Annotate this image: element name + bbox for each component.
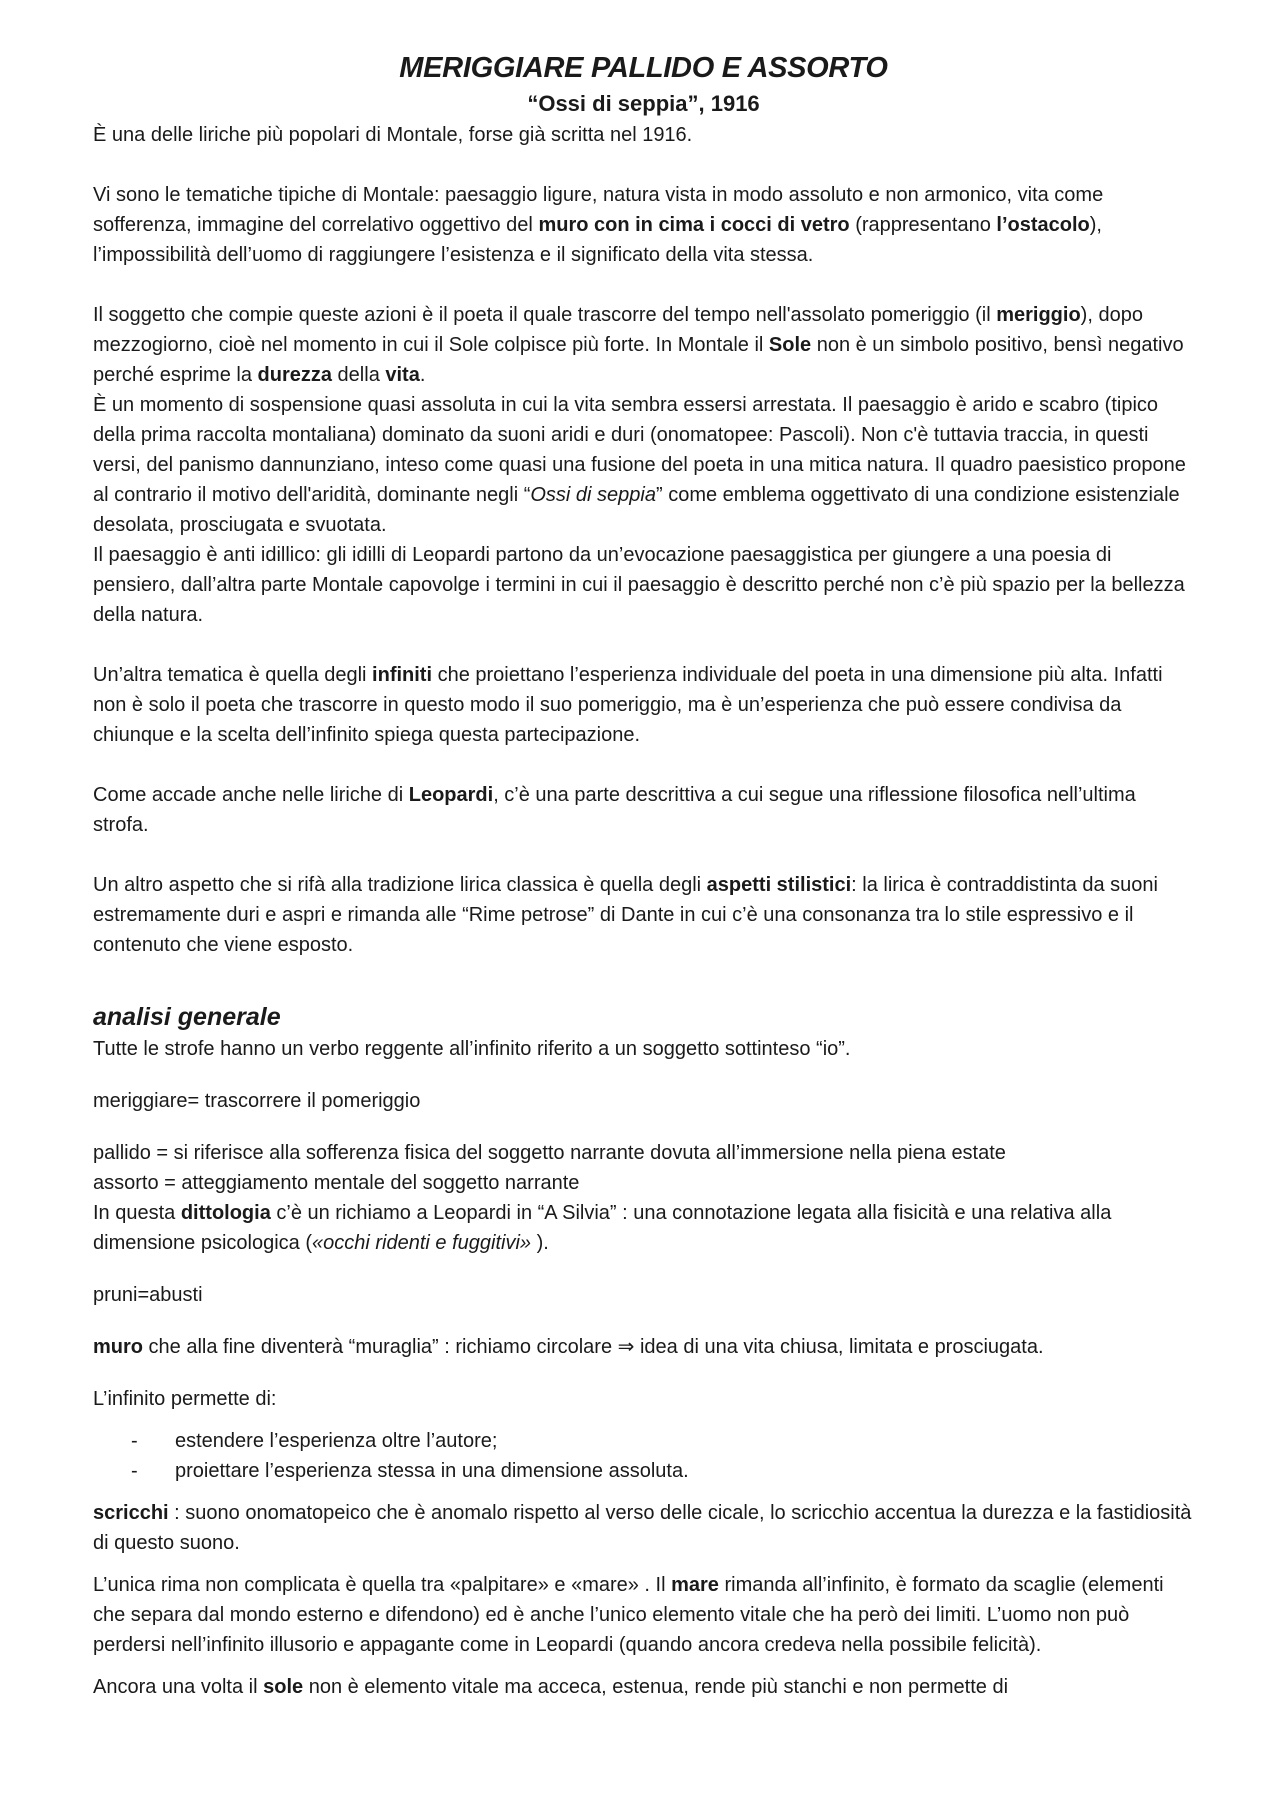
section-line-rima: L’unica rima non complicata è quella tra «palpitare» e «mare» . Il mare rimanda all’infinito, è formato da scaglie (elementi che separa dal mondo esterno e difendono) ed è anche l’unico elemento vitale che ha però dei limiti. L’uomo non può perdersi nell’infinito illusorio e appagante come in Leopardi (quando ancora credeva nella possibile felicità). <box>93 1574 1164 1656</box>
section-line-meriggiare: meriggiare= trascorrere il pomeriggio <box>93 1090 421 1112</box>
list-item: - estendere l’esperienza oltre l’autore; <box>131 1430 498 1452</box>
section-line-verbs: Tutte le strofe hanno un verbo reggente all’infinito riferito a un soggetto sottinteso “io”. <box>93 1038 851 1060</box>
section-line-pruni: pruni=abusti <box>93 1284 203 1306</box>
section-line-pallido: pallido = si riferisce alla sofferenza fisica del soggetto narrante dovuta all’immersione nella piena estate <box>93 1142 1006 1164</box>
section-line-infinito: L’infinito permette di: <box>93 1388 277 1410</box>
themes-paragraph: Vi sono le tematiche tipiche di Montale: paesaggio ligure, natura vista in modo assoluto e non armonico, vita come sofferenza, immagine del correlativo oggettivo del muro con in cima i cocci di vetro (rappresentano l’ostacolo), l’impossibilità dell’uomo di raggiungere l’esistenza e il significato della vita stessa. <box>93 184 1104 266</box>
section-line-sole: Ancora una volta il sole non è elemento vitale ma acceca, estenua, rende più stanchi e non permette di <box>93 1676 1009 1698</box>
page-title: MERIGGIARE PALLIDO E ASSORTO <box>399 52 888 84</box>
suspension-paragraph: È un momento di sospensione quasi assoluta in cui la vita sembra essersi arrestata. Il paesaggio è arido e scabro (tipico della prima raccolta montaliana) dominato da suoni aridi e duri (onomatopee: Pascoli). Non c'è tuttavia traccia, in questi versi, del panismo dannunziano, inteso come quasi una fusione del poeta in una mitica natura. Il quadro paesistico propone al contrario il motivo dell'aridità, dominante negli “Ossi di seppia” come emblema oggettivato di una condizione esistenziale desolata, prosciugata e svuotata. <box>93 394 1186 536</box>
section-line-muro: muro che alla fine diventerà “muraglia” : richiamo circolare ⇒ idea di una vita chiusa, limitata e prosciugata. <box>93 1336 1044 1358</box>
list-item: - proiettare l’esperienza stessa in una dimensione assoluta. <box>131 1460 689 1482</box>
section-title: analisi generale <box>93 1003 281 1031</box>
subject-paragraph: Il soggetto che compie queste azioni è il poeta il quale trascorre del tempo nell'assolato pomeriggio (il meriggio), dopo mezzogiorno, cioè nel momento in cui il Sole colpisce più forte. In Montale il Sole non è un simbolo positivo, bensì negativo perché esprime la durezza della vita. <box>93 304 1184 386</box>
anti-idyllic-paragraph: Il paesaggio è anti idillico: gli idilli di Leopardi partono da un’evocazione paesaggistica per giungere a una poesia di pensiero, dall’altra parte Montale capovolge i termini in cui il paesaggio è descritto perché non c’è più spazio per la bellezza della natura. <box>93 544 1185 626</box>
intro-paragraph: È una delle liriche più popolari di Montale, forse già scritta nel 1916. <box>93 124 693 146</box>
infinito-list <box>93 1426 1194 1486</box>
style-paragraph: Un altro aspetto che si rifà alla tradizione lirica classica è quella degli aspetti stilistici: la lirica è contraddistinta da suoni estremamente duri e aspri e rimanda alle “Rime petrose” di Dante in cui c’è una consonanza tra lo stile espressivo e il contenuto che viene esposto. <box>93 874 1158 956</box>
infinite-paragraph: Un’altra tematica è quella degli infiniti che proiettano l’esperienza individuale del poeta in una dimensione più alta. Infatti non è solo il poeta che trascorre in questo modo il suo pomeriggio, ma è un’esperienza che può essere condivisa da chiunque e la scelta dell’infinito spiega questa partecipazione. <box>93 664 1163 746</box>
section-line-dittologia: In questa dittologia c’è un richiamo a Leopardi in “A Silvia” : una connotazione legata alla fisicità e una relativa alla dimensione psicologica («occhi ridenti e fuggitivi» ). <box>93 1202 1112 1254</box>
section-line-scricchi: scricchi : suono onomatopeico che è anomalo rispetto al verso delle cicale, lo scricchio accentua la durezza e la fastidiosità di questo suono. <box>93 1502 1192 1554</box>
page-subtitle: “Ossi di seppia”, 1916 <box>527 91 760 116</box>
section-line-assorto: assorto = atteggiamento mentale del soggetto narrante <box>93 1172 580 1194</box>
leopardi-paragraph: Come accade anche nelle liriche di Leopardi, c’è una parte descrittiva a cui segue una riflessione filosofica nell’ultima strofa. <box>93 784 1136 836</box>
